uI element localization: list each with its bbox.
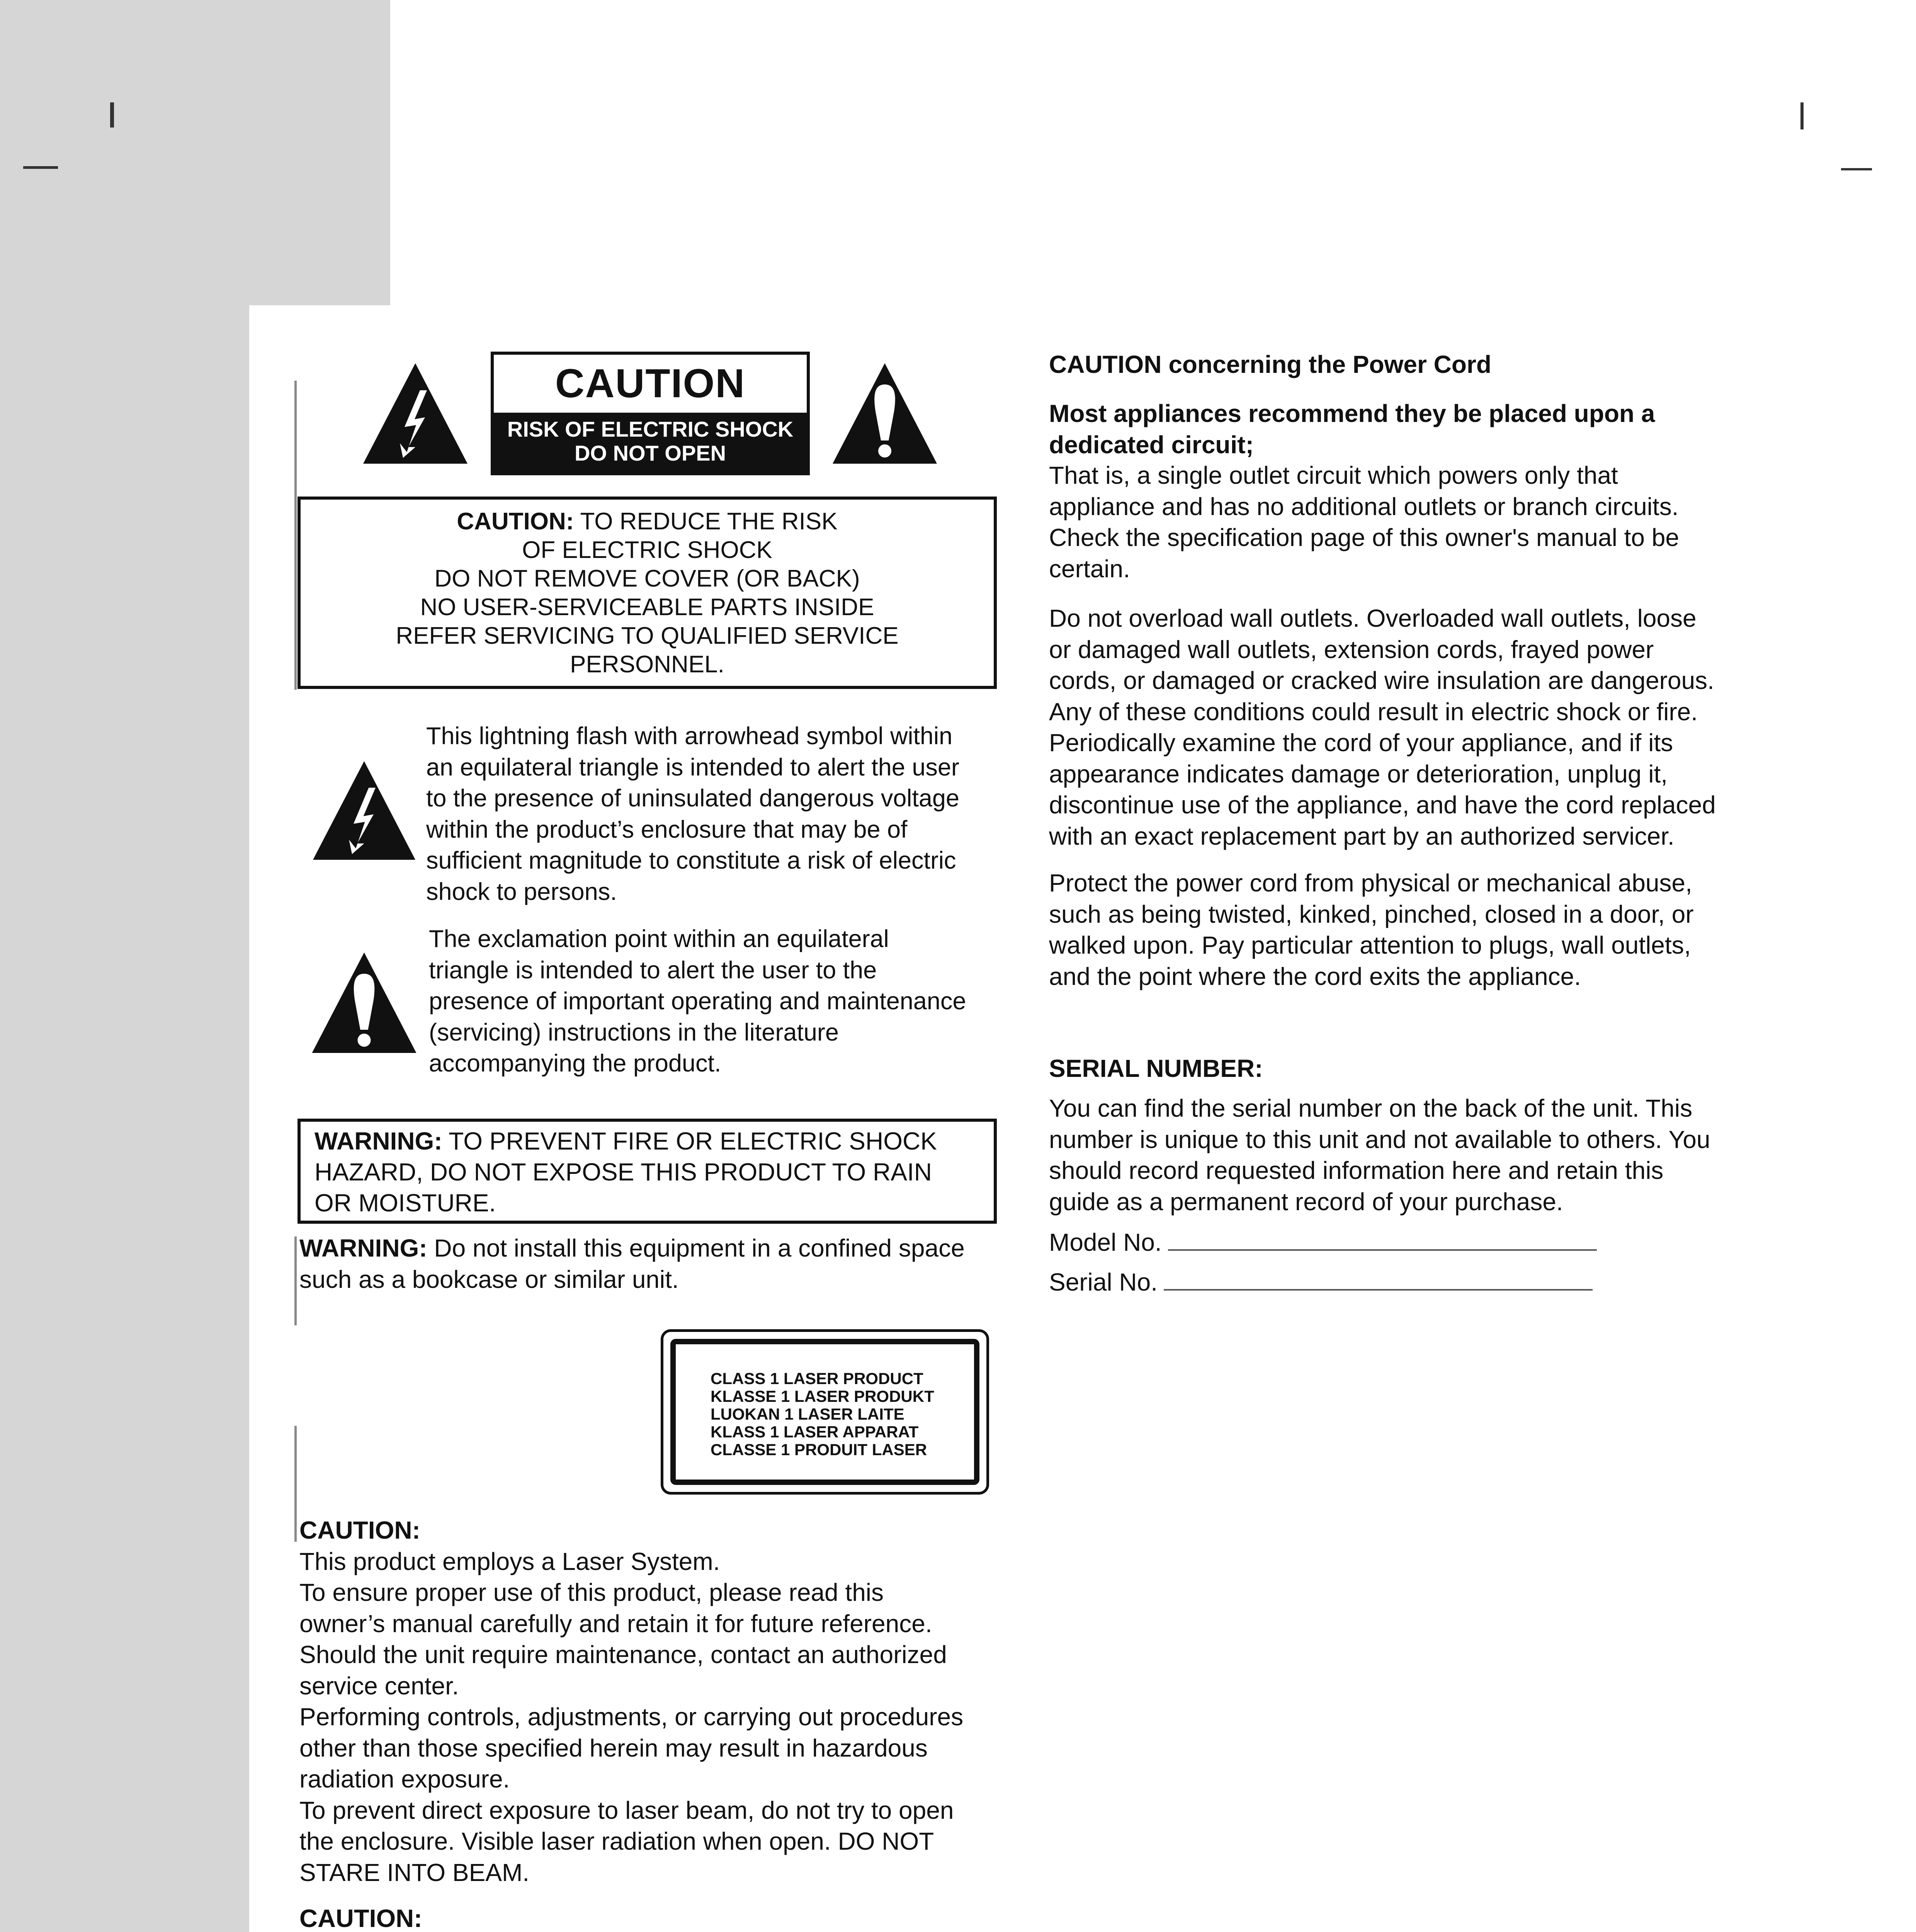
lightning-warning-icon: [361, 361, 469, 466]
left-rule: [294, 1236, 297, 1325]
text-line: To prevent direct exposure to laser beam, do not try to open: [299, 1796, 954, 1824]
text-line: You can find the serial number on the back of the unit. This: [1049, 1094, 1693, 1122]
text-line: Most appliances recommend they be placed upon a: [1049, 400, 1655, 427]
caution-sign-subtitle-line: DO NOT OPEN: [574, 441, 726, 465]
crop-mark: [23, 166, 58, 169]
model-number-label: Model No.: [1049, 1228, 1162, 1256]
text-line: sufficient magnitude to constitute a risk of electric: [426, 847, 956, 874]
caution-laser-system: [299, 1515, 963, 1888]
text-line: Any of these conditions could result in electric shock or fire.: [1049, 697, 1698, 726]
text-line: Do not install this equipment in a confined space: [427, 1234, 965, 1262]
text-line: radiation exposure.: [299, 1765, 510, 1793]
text-line: appearance indicates damage or deterioration, unplug it,: [1049, 760, 1668, 788]
caution-box-line: TO REDUCE THE RISK: [574, 508, 838, 535]
caution-box-line: PERSONNEL.: [570, 651, 724, 678]
exclamation-explanation: [429, 923, 966, 1079]
laser-label-line: LUOKAN 1 LASER LAITE: [711, 1405, 904, 1423]
text-line: This product employs a Laser System.: [299, 1547, 720, 1575]
caution-class-2m: [299, 1903, 942, 1932]
text-line: owner’s manual carefully and retain it for future reference.: [299, 1609, 932, 1638]
text-line: other than those specified herein may result in hazardous: [299, 1734, 928, 1762]
text-line: TO PREVENT FIRE OR ELECTRIC SHOCK: [442, 1127, 937, 1155]
caution-label: CAUTION:: [299, 1516, 420, 1544]
caution-box-line: DO NOT REMOVE COVER (OR BACK): [434, 565, 860, 592]
warning-label: WARNING:: [315, 1127, 442, 1155]
laser-label-line: CLASS 1 LASER PRODUCT: [711, 1369, 923, 1388]
text-line: (servicing) instructions in the literature: [429, 1019, 839, 1046]
laser-class-label: [661, 1329, 989, 1495]
crop-mark: [1800, 102, 1804, 129]
text-line: within the product’s enclosure that may be of: [426, 816, 908, 843]
power-cord-heading: CAUTION concerning the Power Cord: [1049, 350, 1491, 378]
lightning-warning-icon: [309, 759, 419, 862]
text-line: guide as a permanent record of your purchase.: [1049, 1187, 1563, 1216]
exclamation-warning-icon: [831, 361, 939, 466]
text-line: STARE INTO BEAM.: [299, 1858, 530, 1886]
text-line: To ensure proper use of this product, please read this: [299, 1578, 884, 1606]
text-line: dedicated circuit;: [1049, 430, 1254, 459]
caution-sign: [491, 352, 810, 475]
serial-heading: SERIAL NUMBER:: [1049, 1054, 1263, 1082]
text-line: This lightning flash with arrowhead symbol within: [426, 723, 953, 750]
model-number-field: [1049, 1227, 1597, 1258]
crop-mark: [1841, 168, 1872, 170]
power-cord-para-3: [1049, 867, 1694, 992]
caution-label: CAUTION:: [457, 508, 574, 535]
text-line: walked upon. Pay particular attention to plugs, wall outlets,: [1049, 931, 1691, 959]
text-line: presence of important operating and maintenance: [429, 988, 966, 1015]
serial-number-field: [1049, 1267, 1593, 1298]
text-line: with an exact replacement part by an authorized servicer.: [1049, 822, 1675, 850]
caution-box-line: REFER SERVICING TO QUALIFIED SERVICE: [396, 622, 899, 649]
caution-sign-subtitle-line: RISK OF ELECTRIC SHOCK: [507, 417, 794, 441]
text-line: certain.: [1049, 554, 1130, 583]
model-number-blank: [1168, 1249, 1597, 1251]
warning-label: WARNING:: [299, 1234, 427, 1262]
text-line: That is, a single outlet circuit which powers only that: [1049, 461, 1618, 489]
text-line: or damaged wall outlets, extension cords, frayed power: [1049, 635, 1654, 663]
text-line: Check the specification page of this owner's manual to be: [1049, 524, 1679, 551]
text-line: Should the unit require maintenance, contact an authorized: [299, 1641, 947, 1668]
text-line: shock to persons.: [426, 878, 617, 905]
serial-number-blank: [1164, 1289, 1593, 1291]
text-line: such as a bookcase or similar unit.: [299, 1265, 679, 1293]
caution-shock-box: [298, 497, 997, 689]
power-cord-subheading: [1049, 398, 1655, 460]
caution-sign-subtitle: [494, 413, 807, 472]
text-line: number is unique to this unit and not available to others. You: [1049, 1125, 1710, 1153]
text-line: accompanying the product.: [429, 1050, 721, 1077]
laser-label-line: KLASS 1 LASER APPARAT: [711, 1423, 919, 1441]
exclamation-warning-icon: [309, 951, 419, 1055]
power-cord-para-2: [1049, 603, 1716, 852]
laser-label-line: KLASSE 1 LASER PRODUKT: [711, 1387, 934, 1405]
text-line: should record requested information here and retain this: [1049, 1156, 1664, 1184]
text-line: triangle is intended to alert the user to the: [429, 956, 877, 984]
text-line: Performing controls, adjustments, or carrying out procedures: [299, 1703, 964, 1731]
power-cord-para-1: [1049, 460, 1679, 584]
warning-fire-box: [298, 1119, 997, 1224]
caution-box-line: OF ELECTRIC SHOCK: [522, 537, 772, 563]
text-line: the enclosure. Visible laser radiation when open. DO NOT: [299, 1827, 934, 1855]
text-line: service center.: [299, 1672, 459, 1700]
text-line: discontinue use of the appliance, and have the cord replaced: [1049, 791, 1716, 819]
text-line: The exclamation point within an equilateral: [429, 925, 889, 952]
caution-box-line: NO USER-SERVICEABLE PARTS INSIDE: [420, 594, 874, 621]
text-line: to the presence of uninsulated dangerous voltage: [426, 785, 960, 812]
text-line: such as being twisted, kinked, pinched, closed in a door, or: [1049, 900, 1694, 928]
left-rule: [294, 381, 297, 690]
text-line: Periodically examine the cord of your appliance, and if its: [1049, 729, 1673, 757]
text-line: OR MOISTURE.: [315, 1189, 496, 1217]
text-line: and the point where the cord exits the appliance.: [1049, 962, 1581, 990]
caution-label: CAUTION:: [299, 1904, 422, 1932]
serial-number-label: Serial No.: [1049, 1268, 1158, 1296]
text-line: Protect the power cord from physical or mechanical abuse,: [1049, 869, 1692, 897]
caution-sign-title: CAUTION: [555, 361, 746, 406]
left-rule: [294, 1426, 297, 1542]
crop-mark: [110, 102, 114, 128]
text-line: cords, or damaged or cracked wire insulation are dangerous.: [1049, 667, 1714, 694]
lightning-explanation: [426, 721, 959, 907]
text-line: appliance and has no additional outlets or branch circuits.: [1049, 492, 1679, 520]
serial-para: [1049, 1093, 1710, 1217]
warning-install: [299, 1233, 965, 1295]
text-line: an equilateral triangle is intended to alert the user: [426, 753, 959, 781]
text-line: Do not overload wall outlets. Overloaded wall outlets, loose: [1049, 604, 1697, 632]
laser-label-line: CLASSE 1 PRODUIT LASER: [711, 1440, 927, 1459]
laser-class-label-inner: [670, 1339, 979, 1485]
text-line: HAZARD, DO NOT EXPOSE THIS PRODUCT TO RAIN: [315, 1158, 932, 1186]
